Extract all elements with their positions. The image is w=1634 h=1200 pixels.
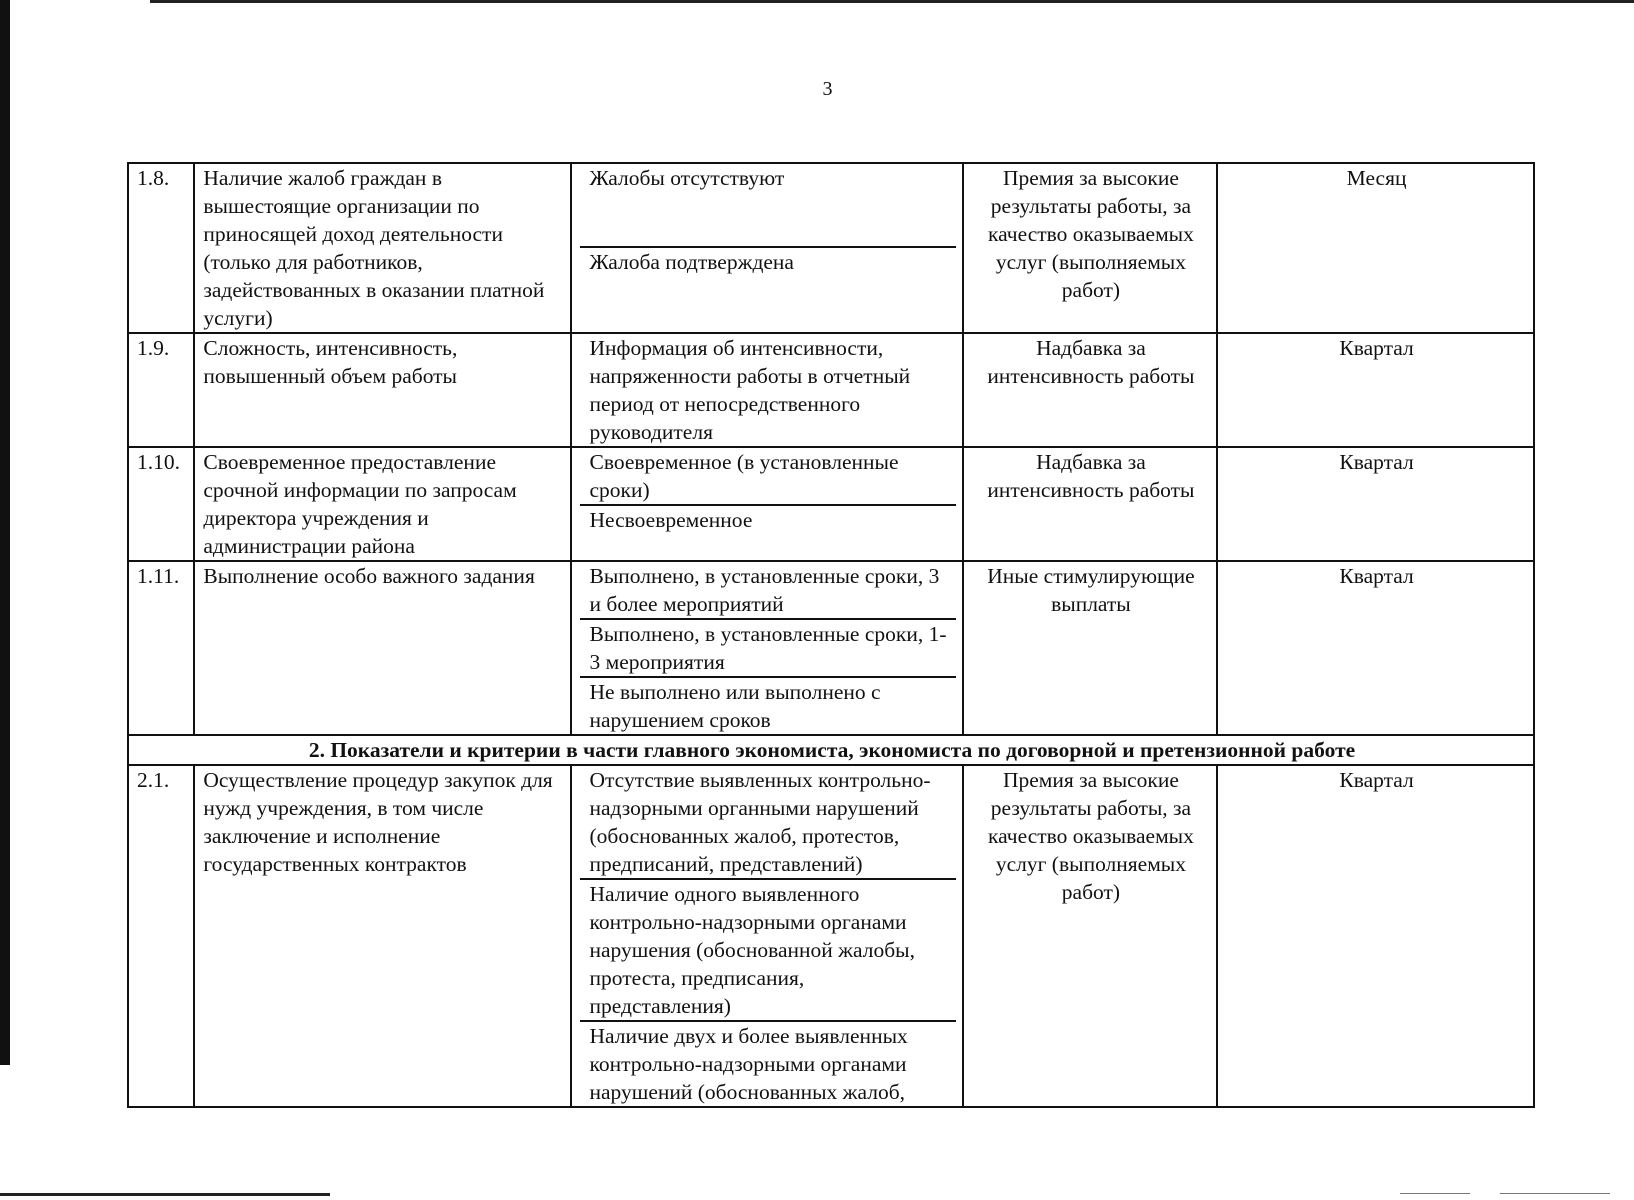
- payment-type-cell: Надбавка за интенсивность работы: [963, 447, 1217, 561]
- criterion: Жалоба подтверждена: [589, 250, 794, 274]
- criteria-table: [127, 162, 1535, 1108]
- row-number: 1.8.: [128, 163, 194, 333]
- scan-top-edge: [150, 0, 1634, 3]
- section-header-row: [128, 735, 1534, 765]
- period-cell: Квартал: [1217, 561, 1534, 735]
- page-number: 3: [822, 78, 833, 100]
- criterion: Своевременное (в установленные сроки): [580, 448, 956, 506]
- table-row: [128, 333, 1534, 447]
- criterion: Отсутствие выявленных контрольно-надзорными органными нарушений (обоснованных жалоб, протестов, предписаний, представлений): [580, 766, 956, 880]
- payment-type-cell: Премия за высокие результаты работы, за качество оказываемых услуг (выполняемых работ): [963, 765, 1217, 1107]
- indicator-cell: Сложность, интенсивность, повышенный объем работы: [194, 333, 570, 447]
- criterion: Несвоевременное: [589, 508, 753, 532]
- row-number: 1.9.: [128, 333, 194, 447]
- criterion: Наличие одного выявленного контрольно-надзорными органами нарушения (обоснованной жалобы, протеста, предписания, представления): [580, 880, 956, 1022]
- criterion: Наличие двух и более выявленных контрольно-надзорными органами нарушений (обоснованных жалоб,: [589, 1024, 908, 1104]
- indicator-cell: Своевременное предоставление срочной информации по запросам директора учреждения и администрации района: [194, 447, 570, 561]
- criterion: Выполнено, в установленные сроки, 1-3 мероприятия: [580, 620, 956, 678]
- criterion: Информация об интенсивности, напряженности работы в отчетный период от непосредственного руководителя: [589, 336, 911, 444]
- table-row: [128, 765, 1534, 1107]
- scan-bottom-dash: [1400, 1193, 1470, 1194]
- payment-type-cell: Надбавка за интенсивность работы: [963, 333, 1217, 447]
- section-title: 2. Показатели и критерии в части главного экономиста, экономиста по договорной и претензионной работе: [128, 735, 1534, 765]
- criterion: Жалобы отсутствуют: [580, 164, 956, 248]
- criteria-cell: [571, 163, 963, 333]
- table-row: [128, 163, 1534, 333]
- indicator-cell: Выполнение особо важного задания: [194, 561, 570, 735]
- scan-left-edge: [0, 0, 10, 1065]
- period-cell: Квартал: [1217, 765, 1534, 1107]
- criterion: Выполнено, в установленные сроки, 3 и более мероприятий: [580, 562, 956, 620]
- payment-type-cell: Премия за высокие результаты работы, за качество оказываемых услуг (выполняемых работ): [963, 163, 1217, 333]
- row-number: 1.11.: [128, 561, 194, 735]
- criteria-cell: [571, 561, 963, 735]
- row-number: 2.1.: [128, 765, 194, 1107]
- criteria-cell: [571, 765, 963, 1107]
- criteria-cell: [571, 333, 963, 447]
- row-number: 1.10.: [128, 447, 194, 561]
- criterion: Не выполнено или выполнено с нарушением сроков: [589, 680, 881, 732]
- criteria-cell: [571, 447, 963, 561]
- scan-bottom-dash: [1500, 1193, 1610, 1194]
- indicator-cell: Наличие жалоб граждан в вышестоящие организации по приносящей доход деятельности (только для работников, задействованных в оказании платной услуги): [194, 163, 570, 333]
- period-cell: Квартал: [1217, 447, 1534, 561]
- period-cell: Месяц: [1217, 163, 1534, 333]
- period-cell: Квартал: [1217, 333, 1534, 447]
- table-row: [128, 447, 1534, 561]
- indicator-cell: Осуществление процедур закупок для нужд учреждения, в том числе заключение и исполнение государственных контрактов: [194, 765, 570, 1107]
- table-row: [128, 561, 1534, 735]
- payment-type-cell: Иные стимулирующие выплаты: [963, 561, 1217, 735]
- scan-bottom-edge: [0, 1193, 330, 1196]
